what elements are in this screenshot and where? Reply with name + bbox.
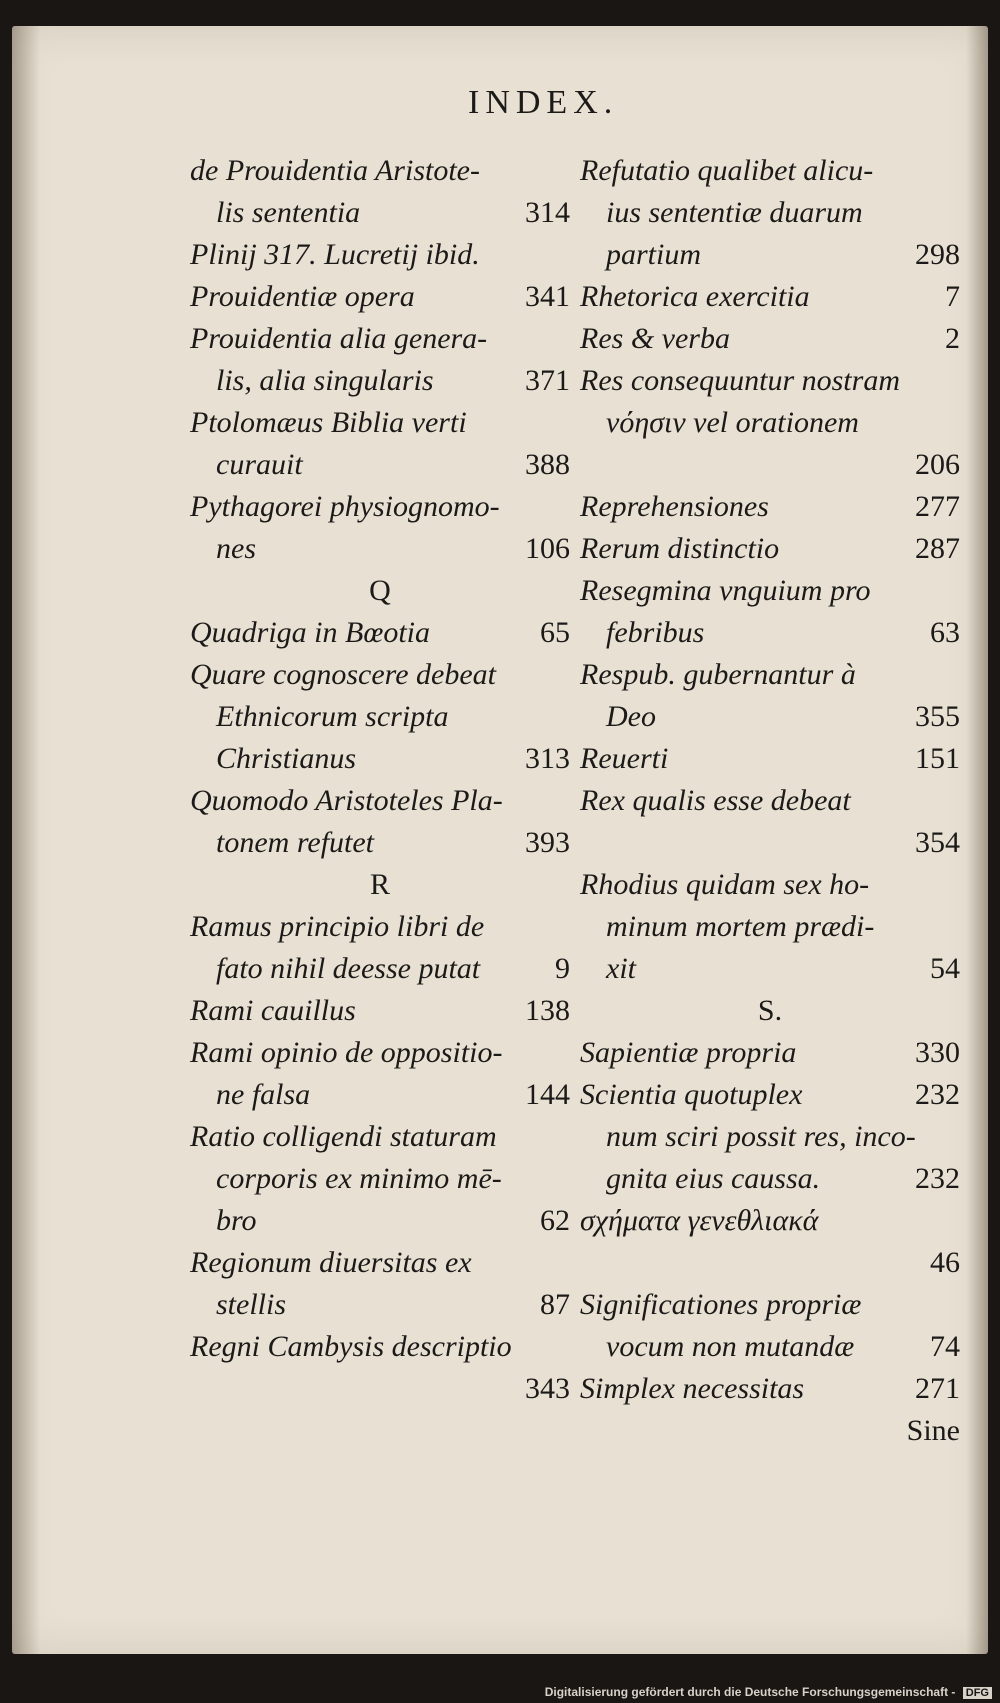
entry-text: Regionum diuersitas ex	[190, 1246, 472, 1279]
entry-page-number: 277	[915, 490, 960, 523]
dfg-logo: DFG	[963, 1687, 992, 1699]
entry-text: gnita eius caussa.	[606, 1162, 821, 1195]
index-entry	[580, 822, 960, 864]
index-entry	[580, 612, 960, 654]
entry-text: ius sententiæ duarum	[606, 196, 863, 229]
entry-text: Sapientiæ propria	[580, 1036, 797, 1069]
index-entry	[580, 486, 960, 528]
entry-text: σχήματα γενεθλιακά	[580, 1204, 819, 1237]
entry-text: Rex qualis esse debeat	[580, 784, 851, 817]
index-entry	[190, 1200, 570, 1242]
entry-text: corporis ex minimo mē-	[216, 1162, 502, 1195]
entry-text: febribus	[606, 616, 705, 649]
index-entry	[190, 738, 570, 780]
entry-page-number: 355	[915, 700, 960, 733]
index-entry	[190, 906, 570, 948]
entry-page-number: 9	[555, 952, 570, 985]
index-entry	[580, 402, 960, 444]
entry-page-number: 63	[930, 616, 960, 649]
entry-text: Rami opinio de oppositio-	[190, 1036, 503, 1069]
entry-text: vocum non mutandæ	[606, 1330, 855, 1363]
entry-page-number: 138	[525, 994, 570, 1027]
index-entry	[190, 318, 570, 360]
entry-text: num sciri possit res, inco-	[606, 1120, 916, 1153]
index-entry	[190, 192, 570, 234]
index-entry	[580, 780, 960, 822]
index-entry	[580, 1200, 960, 1242]
entry-text: stellis	[216, 1288, 287, 1321]
index-entry	[580, 234, 960, 276]
index-entry	[580, 1032, 960, 1074]
entry-page-number: 354	[915, 826, 960, 859]
index-entry	[190, 990, 570, 1032]
entry-text: Ethnicorum scripta	[216, 700, 449, 733]
entry-text: Significationes propriæ	[580, 1288, 862, 1321]
entry-text: tonem refutet	[216, 826, 375, 859]
index-entry	[190, 528, 570, 570]
index-entry	[580, 276, 960, 318]
index-entry	[190, 150, 570, 192]
index-entry	[580, 1242, 960, 1284]
index-entry	[190, 444, 570, 486]
entry-text: Prouidentia alia genera-	[190, 322, 488, 355]
entry-text: Rerum distinctio	[580, 532, 780, 565]
entry-page-number: 151	[915, 742, 960, 775]
entry-text: Deo	[606, 700, 656, 733]
index-entry	[190, 1368, 570, 1410]
entry-text: Resegmina vnguium pro	[580, 574, 871, 607]
index-entry	[580, 738, 960, 780]
entry-text: Reuerti	[580, 742, 669, 775]
index-entry	[580, 444, 960, 486]
index-entry	[580, 1158, 960, 1200]
entry-text: Q	[369, 574, 391, 607]
entry-page-number: 330	[915, 1036, 960, 1069]
credit-text: Digitalisierung gefördert durch die Deutsche Forschungsgemeinschaft -	[544, 1685, 956, 1699]
index-entry	[190, 948, 570, 990]
page-edge-shadow	[966, 26, 988, 1654]
entry-text: Scientia quotuplex	[580, 1078, 803, 1111]
index-entry	[190, 1284, 570, 1326]
index-entry	[580, 654, 960, 696]
entry-text: S.	[757, 994, 783, 1027]
index-entry	[190, 1242, 570, 1284]
entry-page-number: 7	[945, 280, 960, 313]
entry-text: Regni Cambysis descriptio	[190, 1330, 512, 1363]
entry-page-number: 206	[915, 448, 960, 481]
entry-page-number: 287	[915, 532, 960, 565]
entry-text: Rhodius quidam sex ho-	[580, 868, 870, 901]
entry-page-number: 298	[915, 238, 960, 271]
index-entry	[190, 486, 570, 528]
entry-text: Quare cognoscere debeat	[190, 658, 497, 691]
index-entry	[190, 1074, 570, 1116]
index-entry	[190, 276, 570, 318]
entry-page-number: 343	[525, 1372, 570, 1405]
index-entry	[580, 150, 960, 192]
entry-text: Res consequuntur nostram	[580, 364, 900, 397]
entry-page-number: 341	[525, 280, 570, 313]
index-entry	[190, 402, 570, 444]
entry-text: lis sententia	[216, 196, 361, 229]
entry-page-number: 62	[540, 1204, 570, 1237]
entry-page-number: 106	[525, 532, 570, 565]
index-entry	[580, 570, 960, 612]
entry-page-number: 393	[525, 826, 570, 859]
entry-text: νόησιν vel orationem	[606, 406, 859, 439]
entry-text: Res & verba	[580, 322, 730, 355]
index-entry	[190, 234, 570, 276]
index-entry	[580, 528, 960, 570]
index-entry	[190, 1116, 570, 1158]
index-letter-heading	[190, 864, 570, 906]
index-entry	[580, 696, 960, 738]
entry-text: lis, alia singularis	[216, 364, 434, 397]
index-entry	[580, 1368, 960, 1410]
index-entry	[190, 654, 570, 696]
index-entry	[580, 360, 960, 402]
page-gutter-shadow	[12, 26, 40, 1654]
index-entry	[580, 906, 960, 948]
entry-text: Christianus	[216, 742, 357, 775]
entry-text: Ramus principio libri de	[190, 910, 485, 943]
digitization-credit	[545, 1685, 992, 1699]
entry-page-number: 54	[930, 952, 960, 985]
entry-text: minum mortem prædi-	[606, 910, 875, 943]
entry-text: partium	[606, 238, 702, 271]
entry-page-number: Sine	[906, 1414, 960, 1447]
entry-page-number: 271	[915, 1372, 960, 1405]
index-entry	[190, 822, 570, 864]
entry-text: de Prouidentia Aristote-	[190, 154, 480, 187]
entry-text: ne falsa	[216, 1078, 311, 1111]
entry-text: bro	[216, 1204, 257, 1237]
entry-page-number: 313	[525, 742, 570, 775]
entry-text: Pythagorei physiognomo-	[190, 490, 500, 523]
entry-page-number: 46	[930, 1246, 960, 1279]
index-entry	[580, 318, 960, 360]
index-entry	[580, 1074, 960, 1116]
entry-text: Ptolomæus Biblia verti	[190, 406, 467, 439]
entry-text: Prouidentiæ opera	[190, 280, 415, 313]
index-entry	[580, 864, 960, 906]
entry-text: Ratio colligendi staturam	[190, 1120, 497, 1153]
page-title: INDEX.	[468, 84, 619, 121]
entry-text: Respub. gubernantur à	[580, 658, 856, 691]
entry-text: Quomodo Aristoteles Pla-	[190, 784, 503, 817]
entry-text: Plinij 317. Lucretij ibid.	[190, 238, 480, 271]
entry-text: R	[369, 868, 390, 901]
entry-page-number: 232	[915, 1078, 960, 1111]
entry-text: Simplex necessitas	[580, 1372, 805, 1405]
index-letter-heading	[190, 570, 570, 612]
entry-text: Reprehensiones	[580, 490, 769, 523]
entry-page-number: 314	[525, 196, 570, 229]
entry-text: Rhetorica exercitia	[580, 280, 810, 313]
index-entry	[190, 1032, 570, 1074]
index-entry	[190, 1158, 570, 1200]
index-entry	[580, 948, 960, 990]
index-entry	[580, 192, 960, 234]
index-letter-heading	[580, 990, 960, 1032]
entry-text: Quadriga in Bœotia	[190, 616, 431, 649]
index-entry	[580, 1410, 960, 1452]
entry-page-number: 65	[540, 616, 570, 649]
index-entry	[580, 1116, 960, 1158]
index-entry	[580, 1284, 960, 1326]
entry-page-number: 74	[930, 1330, 960, 1363]
entry-page-number: 371	[525, 364, 570, 397]
index-column-right	[580, 150, 960, 1452]
index-entry	[190, 1326, 570, 1368]
index-entry	[190, 612, 570, 654]
entry-page-number: 232	[915, 1162, 960, 1195]
index-entry	[190, 780, 570, 822]
entry-page-number: 2	[945, 322, 960, 355]
entry-text: curauit	[216, 448, 303, 481]
entry-text: nes	[216, 532, 256, 565]
entry-page-number: 144	[525, 1078, 570, 1111]
index-entry	[580, 1326, 960, 1368]
index-entry	[190, 360, 570, 402]
entry-text: Rami cauillus	[190, 994, 356, 1027]
entry-page-number: 87	[540, 1288, 570, 1321]
entry-page-number: 388	[525, 448, 570, 481]
entry-text: xit	[606, 952, 636, 985]
entry-text: Refutatio qualibet alicu-	[580, 154, 874, 187]
index-column-left	[190, 150, 570, 1410]
index-entry	[190, 696, 570, 738]
entry-text: fato nihil deesse putat	[216, 952, 481, 985]
